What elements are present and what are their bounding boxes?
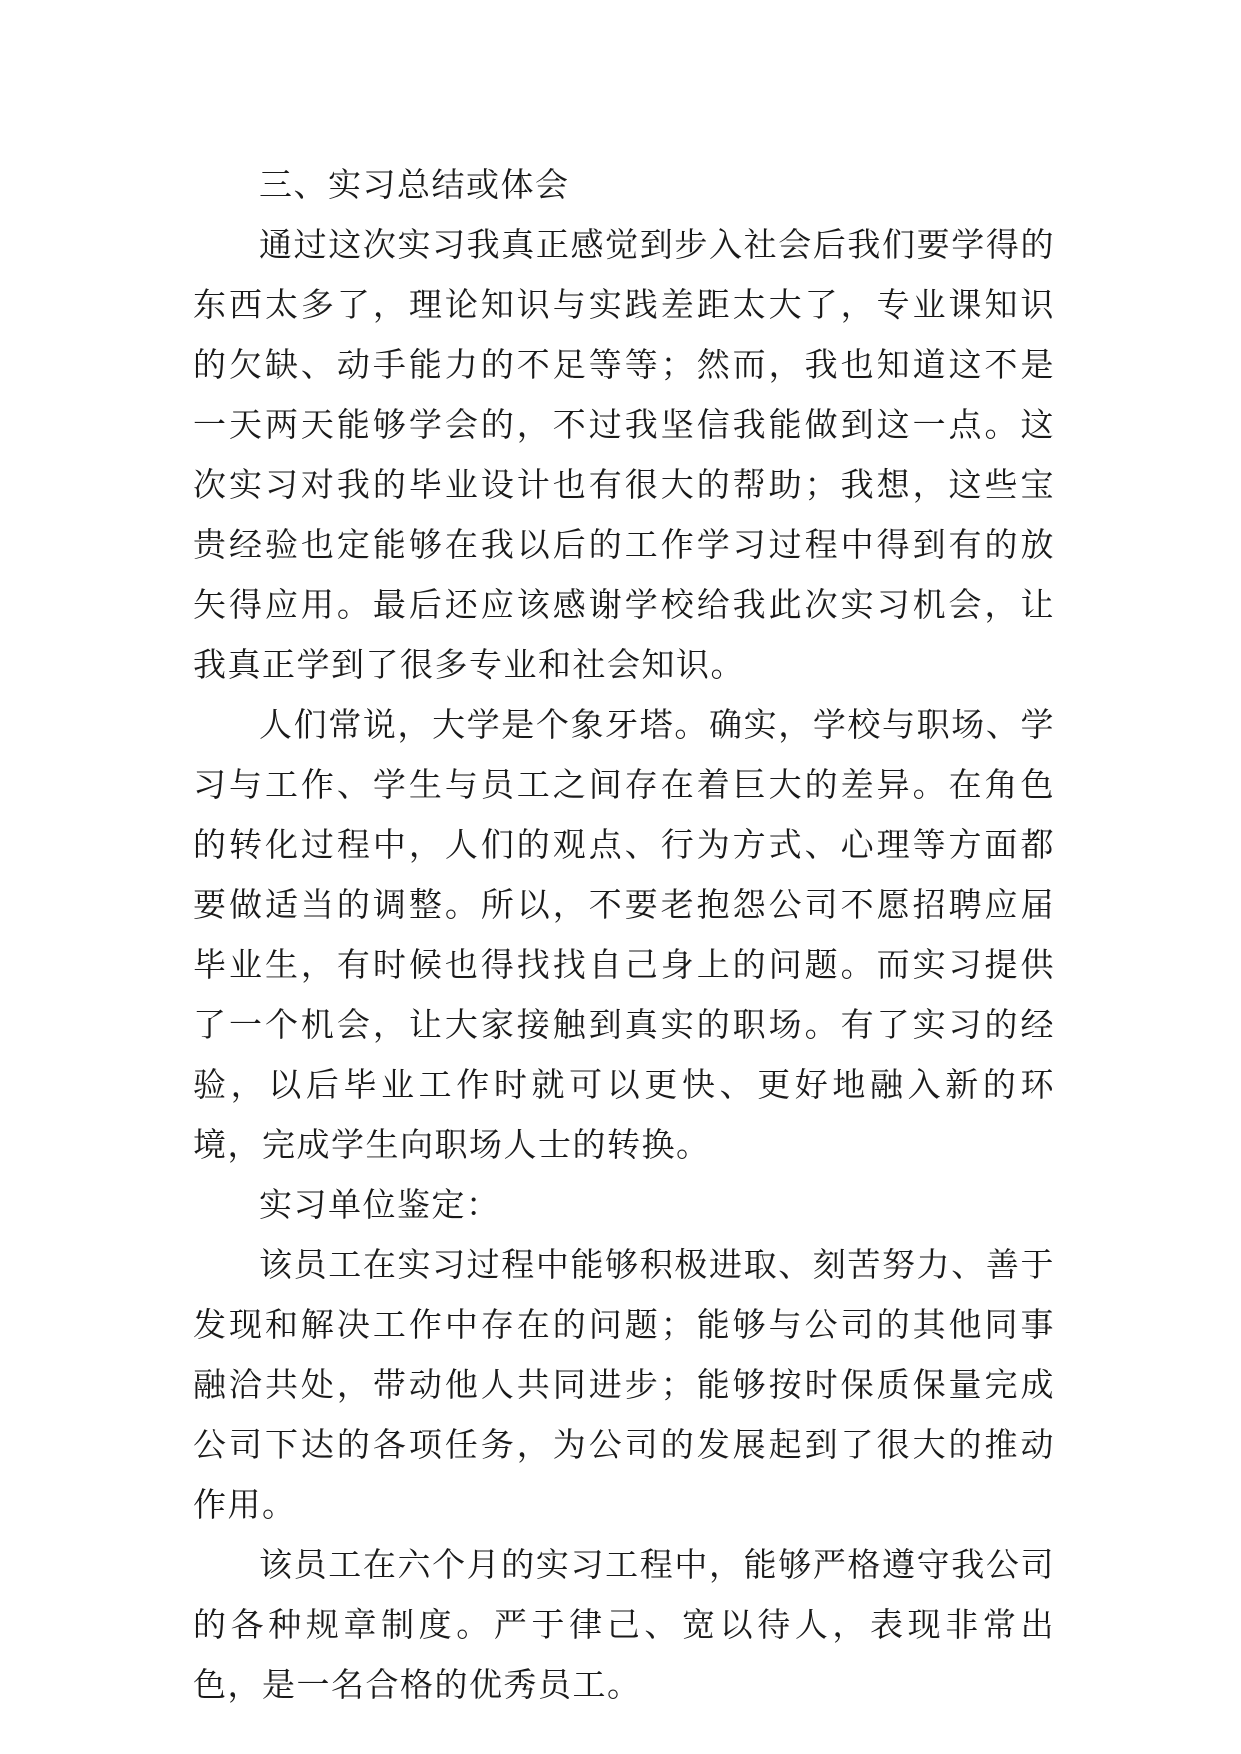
- evaluation-paragraph-2: 该员工在六个月的实习工程中，能够严格遵守我公司的各种规章制度。严于律己、宽以待人，表现非常出色，是一名合格的优秀员工。: [193, 1545, 1055, 1704]
- document-body: [193, 155, 1055, 1715]
- evaluation-paragraph-1: 该员工在实习过程中能够积极进取、刻苦努力、善于发现和解决工作中存在的问题；能够与公司的其他同事融洽共处，带动他人共同进步；能够按时保质保量完成公司下达的各项任务，为公司的发展起到了很大的推动作用。: [193, 1245, 1055, 1524]
- evaluation-heading: 实习单位鉴定：: [259, 1185, 501, 1224]
- body-paragraph-1: 通过这次实习我真正感觉到步入社会后我们要学得的东西太多了，理论知识与实践差距太大了，专业课知识的欠缺、动手能力的不足等等；然而，我也知道这不是一天两天能够学会的，不过我坚信我能做到这一点。这次实习对我的毕业设计也有很大的帮助；我想，这些宝贵经验也定能够在我以后的工作学习过程中得到有的放矢得应用。最后还应该感谢学校给我此次实习机会，让我真正学到了很多专业和社会知识。: [193, 225, 1055, 684]
- body-paragraph-2: 人们常说，大学是个象牙塔。确实，学校与职场、学习与工作、学生与员工之间存在着巨大的差异。在角色的转化过程中，人们的观点、行为方式、心理等方面都要做适当的调整。所以，不要老抱怨公司不愿招聘应届毕业生，有时候也得找找自己身上的问题。而实习提供了一个机会，让大家接触到真实的职场。有了实习的经验，以后毕业工作时就可以更快、更好地融入新的环境，完成学生向职场人士的转换。: [193, 705, 1055, 1164]
- section-heading: 三、实习总结或体会: [259, 165, 570, 204]
